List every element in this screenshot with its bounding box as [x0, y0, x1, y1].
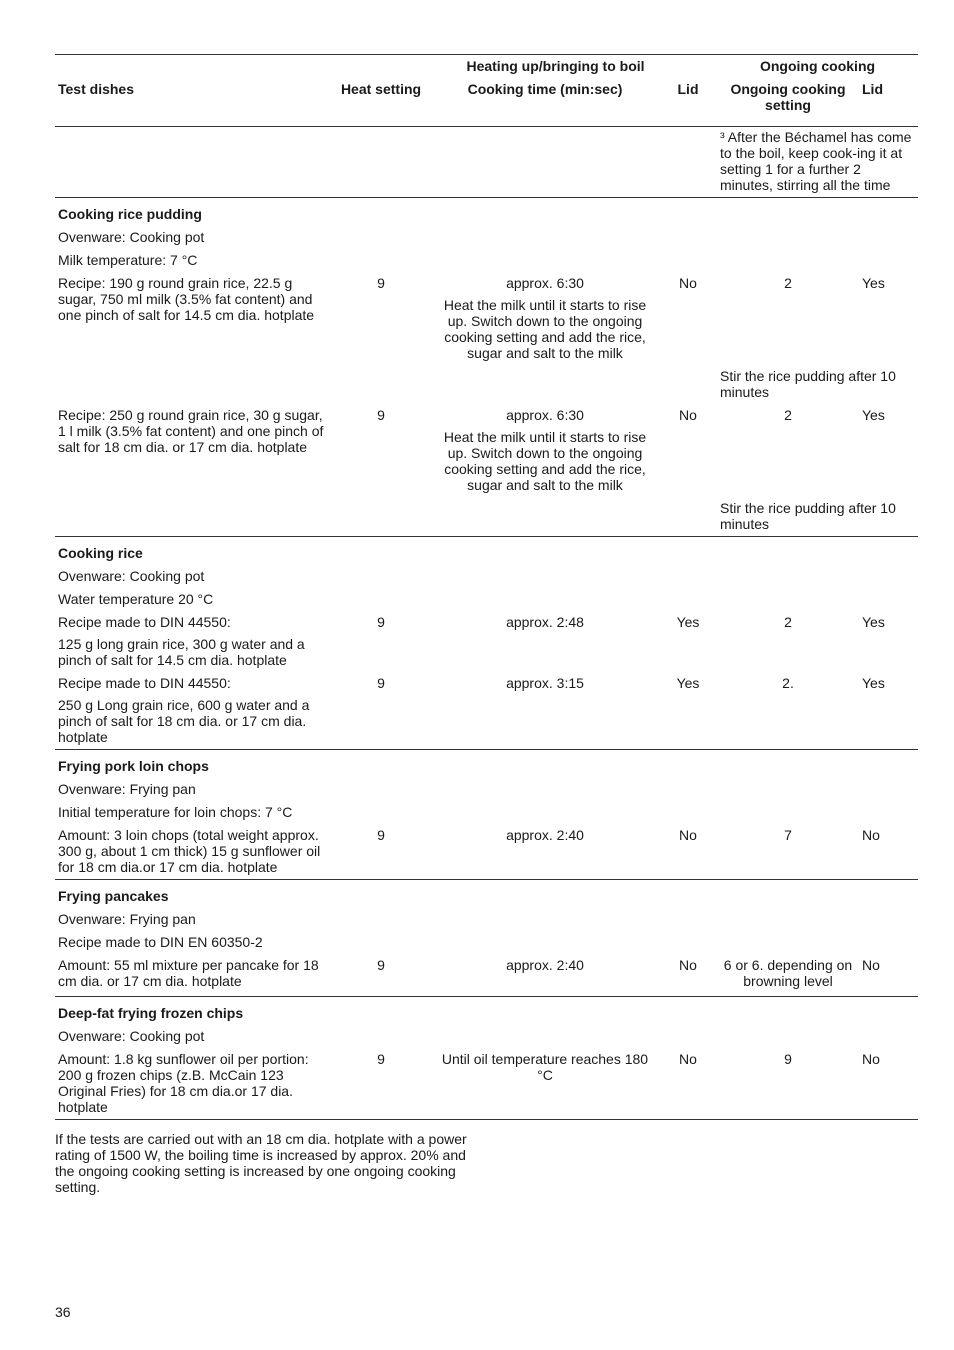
section-title: Frying pancakes [58, 888, 169, 904]
section-title: Cooking rice [58, 545, 143, 561]
table-header [55, 55, 918, 127]
table-row [55, 781, 918, 804]
heating-group-header: Heating up/bringing to boil [431, 55, 717, 82]
heat-setting-cell: 9 [377, 275, 385, 291]
temperature-cell: Initial temperature for loin chops: 7 °C [58, 804, 293, 820]
bechamel-note: ³ After the Béchamel has come to the boil, keep cook-ing it at setting 1 for a further 2 minutes, stirring all the time [717, 127, 918, 198]
cooking-time-cell [431, 407, 659, 500]
table-row [55, 911, 918, 934]
recipe-text: 250 g Long grain rice, 600 g water and a pinch of salt for 18 cm dia. or 17 cm dia. hotplate [58, 697, 310, 745]
section-title: Deep-fat frying frozen chips [58, 1005, 244, 1021]
stir-note: Stir the rice pudding after 10 minutes [720, 368, 896, 400]
ovenware-cell: Ovenware: Cooking pot [58, 568, 205, 584]
heat-setting-cell: 9 [377, 614, 385, 630]
ongoing-group-header: Ongoing cooking [717, 55, 918, 82]
section-title: Cooking rice pudding [58, 206, 202, 222]
lid2-cell: Yes [859, 675, 918, 750]
lid-cell: No [659, 827, 717, 880]
table-row [55, 957, 918, 997]
lid-header: Lid [677, 81, 699, 97]
lid2-cell: No [859, 957, 918, 997]
recipe-cell: Recipe: 190 g round grain rice, 22.5 g sugar, 750 ml milk (3.5% fat content) and one pinch of salt for 14.5 cm dia. hotplate [58, 275, 315, 323]
ongoing-setting-cell: 2 [784, 614, 792, 630]
lid2-cell: No [859, 827, 918, 880]
stir-note: Stir the rice pudding after 10 minutes [717, 500, 918, 537]
recipe-cell: Amount: 1.8 kg sunflower oil per portion: 200 g frozen chips (z.B. McCain 123 Original Fries) for 18 cm dia.or 17 dia. hotplate [55, 1051, 331, 1120]
heat-setting-cell: 9 [377, 407, 385, 423]
footnote: If the tests are carried out with an 18 cm dia. hotplate with a power rating of 1500 W, the boiling time is increased by approx. 20% and the ongoing cooking setting is increased by one ongoing cooking setting. [55, 1131, 467, 1195]
table-row [55, 880, 918, 912]
lid-cell: No [679, 275, 697, 291]
ongoing-setting-header: Ongoing cooking setting [730, 81, 846, 113]
ovenware-cell: Ovenware: Cooking pot [58, 229, 205, 245]
cooking-time-header: Cooking time (min:sec) [467, 81, 623, 97]
table-row [55, 127, 918, 198]
recipe-standard-cell: Recipe made to DIN EN 60350-2 [58, 934, 263, 950]
cooking-time-value: approx. 6:30 [506, 407, 584, 423]
heat-setting-cell: 9 [331, 827, 431, 880]
lid2-cell: No [859, 1051, 918, 1120]
lid-cell: No [659, 1051, 717, 1120]
heat-setting-cell: 9 [331, 675, 431, 750]
ovenware-cell: Ovenware: Frying pan [58, 781, 196, 797]
cooking-time-cell: Until oil temperature reaches 180 °C [431, 1051, 659, 1120]
cooking-time-cell: approx. 2:48 [506, 614, 584, 630]
recipe-cell: Recipe: 250 g round grain rice, 30 g sugar, 1 l milk (3.5% fat content) and one pinch of salt for 18 cm dia. or 17 cm dia. hotplate [58, 407, 324, 455]
lid2-header: Lid [862, 81, 883, 97]
table-row [55, 275, 918, 368]
cooking-time-cell: approx. 2:40 [431, 957, 659, 997]
table-row [55, 1051, 918, 1120]
heat-setting-cell: 9 [331, 957, 431, 997]
table-row [55, 934, 918, 957]
table-row [55, 675, 918, 750]
table-row [55, 500, 918, 537]
recipe-text: 125 g long grain rice, 300 g water and a pinch of salt for 14.5 cm dia. hotplate [58, 636, 305, 668]
table-row [55, 750, 918, 782]
section-title: Frying pork loin chops [58, 758, 209, 774]
ongoing-setting-cell: 2 [784, 407, 792, 423]
table-row [55, 229, 918, 252]
lid2-cell: Yes [862, 275, 885, 291]
ongoing-setting-cell: 2 [784, 275, 792, 291]
temperature-cell: Water temperature 20 °C [58, 591, 214, 607]
recipe-label: Recipe made to DIN 44550: [58, 614, 231, 630]
table-row [55, 537, 918, 569]
table-row [55, 997, 918, 1029]
heat-setting-header: Heat setting [340, 81, 422, 97]
lid-cell: No [659, 957, 717, 997]
heat-setting-cell: 9 [331, 1051, 431, 1120]
recipe-cell: Amount: 3 loin chops (total weight approx. 300 g, about 1 cm thick) 15 g sunflower oil for 18 cm dia.or 17 cm dia. hotplate [55, 827, 331, 880]
ovenware-cell: Ovenware: Frying pan [58, 911, 196, 927]
test-dishes-header: Test dishes [58, 81, 134, 97]
lid-cell: Yes [676, 614, 700, 630]
table-row [55, 407, 918, 500]
lid-cell: Yes [659, 675, 717, 750]
cooking-time-cell [431, 275, 659, 368]
table-row [55, 827, 918, 880]
table-row [55, 198, 918, 230]
lid-cell: No [679, 407, 697, 423]
table-row [55, 614, 918, 675]
temperature-cell: Milk temperature: 7 °C [58, 252, 198, 268]
table-row [55, 368, 918, 407]
table-row [55, 804, 918, 827]
cooking-time-note: Heat the milk until it starts to rise up. Switch down to the ongoing cooking setting and add the rice, sugar and salt to the milk [443, 429, 647, 493]
table-row [55, 252, 918, 275]
lid2-cell: Yes [862, 614, 885, 630]
test-dishes-table-container [55, 54, 918, 1120]
recipe-cell [55, 614, 331, 675]
test-dishes-table [55, 54, 918, 1120]
cooking-time-value: approx. 6:30 [506, 275, 584, 291]
cooking-time-cell: approx. 3:15 [431, 675, 659, 750]
cooking-time-note: Heat the milk until it starts to rise up. Switch down to the ongoing cooking setting and add the rice, sugar and salt to the milk [443, 297, 647, 361]
table-row [55, 591, 918, 614]
ongoing-setting-cell: 2. [717, 675, 859, 750]
recipe-cell [55, 675, 331, 750]
ongoing-setting-cell: 9 [717, 1051, 859, 1120]
lid2-cell: Yes [862, 407, 885, 423]
recipe-label: Recipe made to DIN 44550: [58, 675, 231, 691]
recipe-cell: Amount: 55 ml mixture per pancake for 18 cm dia. or 17 cm dia. hotplate [55, 957, 331, 997]
table-row [55, 1028, 918, 1051]
ongoing-setting-cell: 7 [717, 827, 859, 880]
page-number: 36 [55, 1304, 71, 1320]
cooking-time-cell: approx. 2:40 [431, 827, 659, 880]
ovenware-cell: Ovenware: Cooking pot [58, 1028, 205, 1044]
table-row [55, 568, 918, 591]
ongoing-setting-cell: 6 or 6. depending on browning level [717, 957, 859, 997]
